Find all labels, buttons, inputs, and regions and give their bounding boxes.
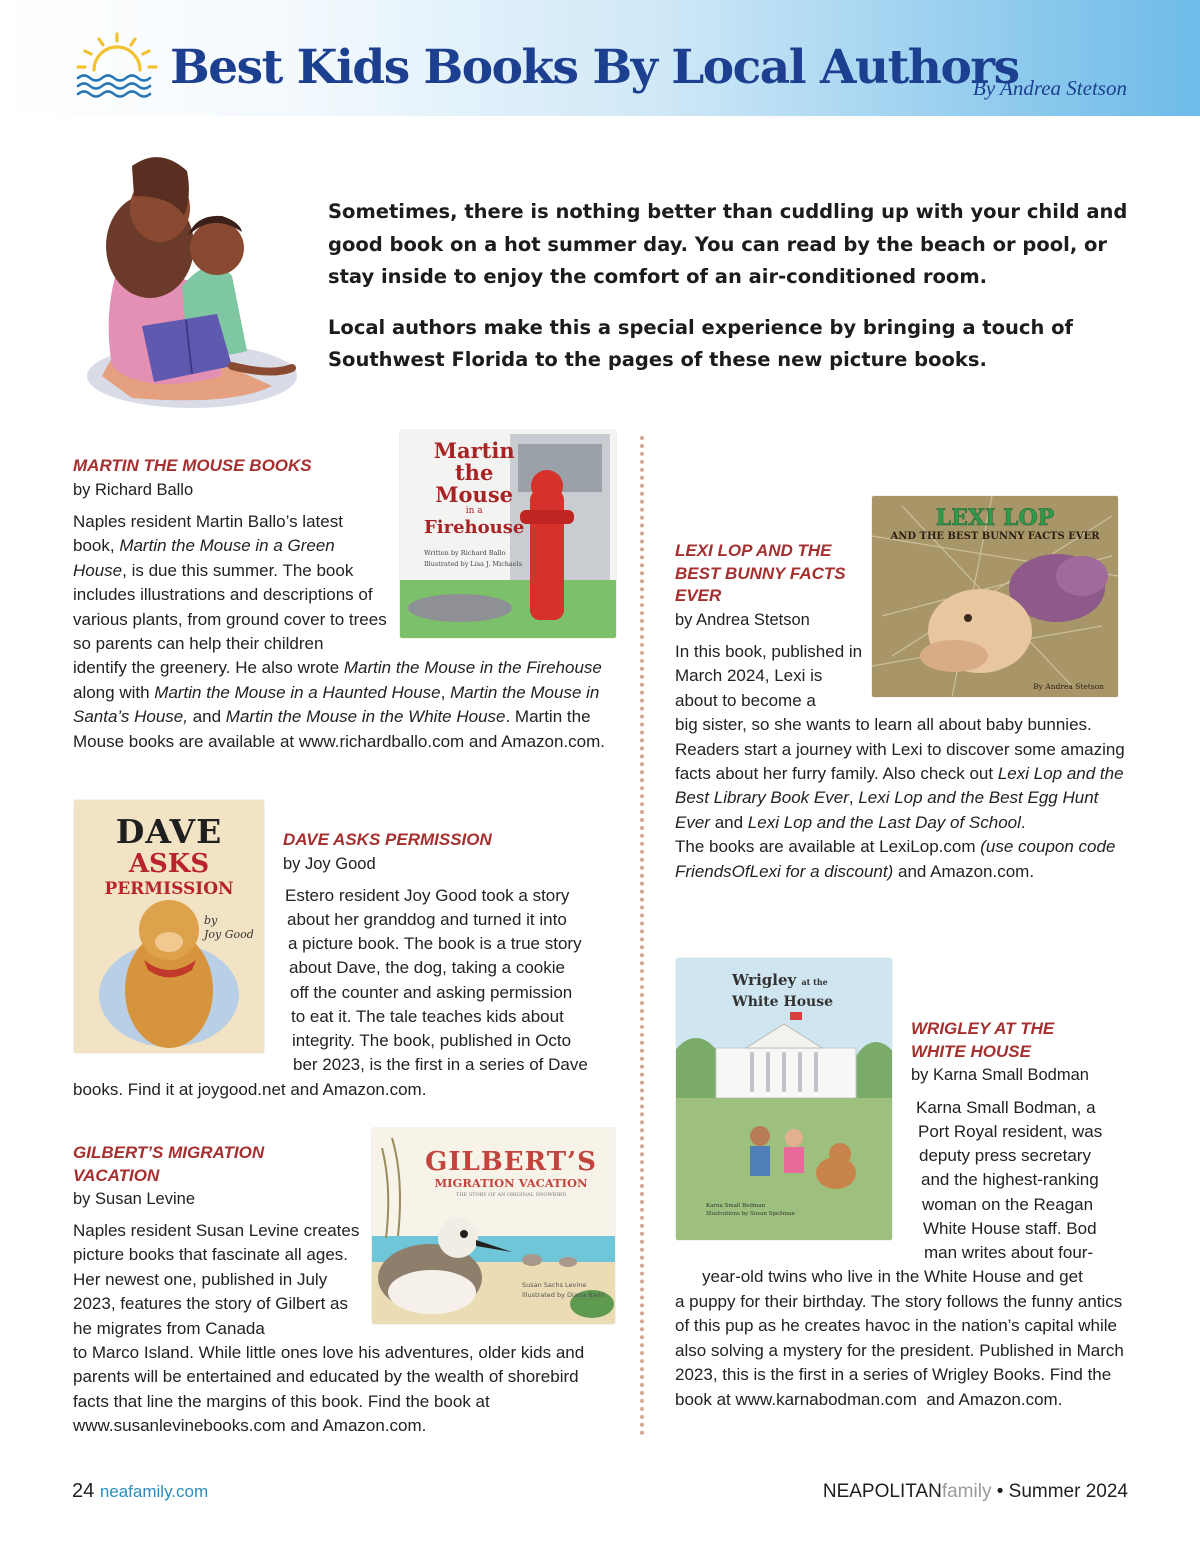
intro-paragraph: Local authors make this a special experience by bringing a touch of Southwest Florida to the pages of these new picture books. [328, 315, 1073, 371]
book-title: GILBERT’S MIGRATION [73, 1143, 265, 1162]
book-title: WRIGLEY AT THE [911, 1019, 1055, 1038]
cover-credit: Susan Sachs Levine [522, 1281, 587, 1289]
footer-page-info [72, 1480, 208, 1503]
intro-text [328, 196, 1158, 395]
issue-label: • Summer 2024 [991, 1481, 1128, 1502]
cover-text: GILBERT’S [425, 1147, 597, 1177]
page-number: 24 [72, 1480, 95, 1502]
book-author: by Andrea Stetson [675, 610, 810, 629]
lexi-heading [675, 540, 846, 632]
book-title: DAVE ASKS PERMISSION [283, 830, 492, 849]
gilbert-body: Naples resident Susan Levine creates picture books that fascinate all ages. Her newest one, published in July 2023, features the story of Gilbert as he migrates from Canada to Marco Island. While little ones love his adventures, older kids and parents will be entertained and educated by the wealth of shorebird facts that line the margins of this book. Find the book at www.susanlevinebooks.com and Amazon.com. [73, 1221, 585, 1436]
intro-paragraph: Sometimes, there is nothing better than cuddling up with your child and good book on a hot summer day. You can read by the beach or pool, or stay inside to enjoy the comfort of an air-conditioned room. [328, 200, 1128, 288]
cover-text: Firehouse [424, 517, 525, 538]
book-author: by Joy Good [283, 854, 376, 873]
book-title: LEXI LOP AND THE [675, 541, 832, 560]
gilbert-heading [73, 1142, 264, 1211]
book-title: WHITE HOUSE [911, 1041, 1031, 1061]
magazine-name: NEAPOLITAN [822, 1481, 942, 1502]
page-title: Best Kids Books By Local Authors [170, 40, 1019, 95]
book-author: by Karna Small Bodman [911, 1066, 1089, 1084]
cover-text: in a [465, 506, 483, 516]
wrigley-heading [911, 1018, 1089, 1087]
cover-text: by [204, 914, 218, 927]
cover-credit: Written by Richard Ballo [424, 549, 506, 557]
column-divider [640, 436, 644, 1436]
martin-body: Naples resident Martin Ballo’s latest book, Martin the Mouse in a Green House, is due this summer. The book includes illustrations and descriptions of various plants, from ground cover to trees so parents can help their children identify the greenery. He also wrote Martin the Mouse in the Firehouse along with Martin the Mouse in a Haunted House, Martin the Mouse in Santa’s House, and Martin the Mouse in the White House. Martin the Mouse books are available at www.richardballo.com and Amazon.com. [73, 512, 605, 751]
magazine-name-suffix: family [941, 1481, 992, 1502]
cover-text: ASKS [128, 849, 210, 879]
martin-heading [73, 455, 312, 502]
cover-text: White House [732, 994, 834, 1010]
lexi-body: In this book, published in March 2024, Lexi is about to become a big sister, so she wants to learn all about baby bunnies. Readers start a journey with Lexi to discover some amazing facts about her furry family. Also check out Lexi Lop and the Best Library Book Ever, Lexi Lop and the Best Egg Hunt Ever and Lexi Lop and the Last Day of School. The books are available at LexiLop.com (use coupon code FriendsOfLexi for a discount) and Amazon.com. [675, 642, 1125, 881]
dave-book-cover [74, 800, 264, 1053]
cover-text: LEXI LOP [935, 505, 1055, 531]
cover-text: MIGRATION VACATION [434, 1176, 588, 1190]
book-title: BEST BUNNY FACTS [675, 563, 846, 583]
cover-credit: Karna Small Bodman [706, 1203, 766, 1209]
book-title: EVER [675, 586, 722, 605]
cover-text: Joy Good [204, 928, 254, 941]
cover-text: DAVE [115, 812, 223, 851]
dave-heading [283, 829, 492, 876]
book-author: by Susan Levine [73, 1190, 196, 1208]
cover-text: Wrigley [732, 971, 797, 989]
cover-text: THE STORY OF AN ORIGINAL SNOWBIRD [455, 1192, 567, 1198]
byline: By Andrea Stetson [973, 76, 1127, 100]
cover-credit: Illustrations by Susan Spellman [706, 1211, 795, 1217]
footer-magazine-info [823, 1481, 1128, 1503]
cover-credit: Illustrated by Diana Biehl [522, 1291, 605, 1299]
cover-text: at the [801, 977, 828, 987]
mother-child-reading-illustration [72, 136, 302, 416]
book-title: MARTIN THE MOUSE BOOKS [73, 456, 312, 475]
cover-text: Mouse [435, 482, 514, 507]
sun-waves-icon [72, 30, 162, 100]
site-link[interactable]: neafamily.com [99, 1482, 209, 1501]
cover-text: Martin [433, 438, 515, 463]
book-title: VACATION [73, 1165, 160, 1185]
cover-credit: Illustrated by Lisa J. Michaels [424, 560, 523, 568]
cover-text: By Andrea Stetson [1033, 682, 1104, 691]
book-author: by Richard Ballo [73, 480, 194, 499]
cover-text: PERMISSION [104, 879, 234, 899]
wrigley-book-cover [676, 958, 892, 1240]
cover-text: the [454, 460, 494, 485]
cover-text: AND THE BEST BUNNY FACTS EVER [890, 531, 1100, 542]
